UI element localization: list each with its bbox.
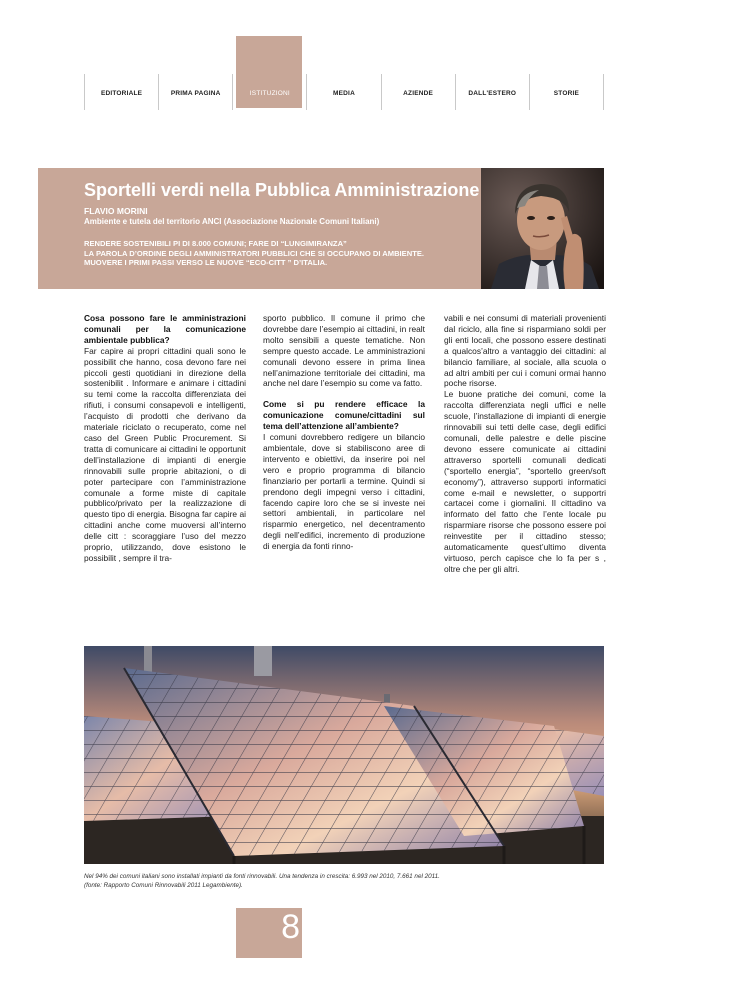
author-portrait <box>481 168 604 289</box>
nav-item-editoriale[interactable]: EDITORIALE <box>84 74 158 110</box>
nav-item-aziende[interactable]: AZIENDE <box>381 74 455 110</box>
column-1-body: Far capire ai propri cittadini quali sono le possibilit che hanno, cosa devono fare nei piccoli gesti quotidiani in direzione della sostenibilit . Informare e animare i cittadini su temi come la raccolta differenziata dei rifiuti, i consumi consapevoli e intelligenti, l’acquisto di prodotti che derivano da materiale riciclato o recuperato, come nel caso del Green Public Procurement. Si tratta di comunicare ai cittadini le opportunit dell’installazione di impianti di energie rinnovabili sulle proprie abitazioni, o di poter partecipare con l’amministrazione comunale a forme miste di capitale pubblico/privato per la realizzazione di questo tipo di energia. Bisogna far capire ai cittadini anche come muoversi all’interno delle citt : scoraggiare l’uso del mezzo proprio, utilizzando, dove esistono le possibilit , sempre il tra- <box>84 345 246 563</box>
solar-panels-image <box>84 646 604 864</box>
solar-panels-photo <box>84 646 604 864</box>
column-2-body-1: sporto pubblico. Il comune il primo che dovrebbe dare l’esempio ai cittadini, in realt molto sensibili a queste tematiche. Non sempre questo accade. Le amministrazioni comunali devono essere in prima linea nell’animazione territoriale dei cittadini, ma anche nel dare l’esempio su come va fatto. <box>263 313 425 389</box>
nav-item-prima-pagina[interactable]: PRIMA PAGINA <box>158 74 232 110</box>
author-name: FLAVIO MORINI <box>84 206 148 216</box>
caption-line: Nel 94% dei comuni italiani sono installati impianti da fonti rinnovabili. Una tendenza in crescita: 6.993 nel 2010, 7.661 nel 2011. <box>84 873 440 880</box>
article-column-2 <box>263 313 425 552</box>
nav-item-dall-estero[interactable]: DALL'ESTERO <box>455 74 529 110</box>
article-header-band <box>38 168 481 289</box>
lead-line: MUOVERE I PRIMI PASSI VERSO LE NUOVE “ECO-CITT ” D’ITALIA. <box>84 258 328 268</box>
nav-item-storie[interactable]: STORIE <box>529 74 604 110</box>
nav-item-istituzioni[interactable]: ISTITUZIONI <box>232 74 306 110</box>
caption-line: (fonte: Rapporto Comuni Rinnovabili 2011 Legambiente). <box>84 881 243 889</box>
nav-item-media[interactable]: MEDIA <box>306 74 380 110</box>
article-title: Sportelli verdi nella Pubblica Amministrazione <box>84 180 480 200</box>
column-1-heading: Cosa possono fare le amministrazioni comunali per la comunicazione ambientale pubblica? <box>84 313 246 345</box>
section-nav <box>84 74 604 110</box>
column-2-body-2: I comuni dovrebbero redigere un bilancio ambientale, dove si stabiliscono aree di intervento e obiettivi, da inserire poi nel vero e proprio programma di bilancio finanziario per portarli a termine. Quindi si prendono degli impegni verso i cittadini, facendo capire loro che se si investe nei settori ambientali, in particolare nel risparmio energetico, nel decentramento degli nell’edifici, incremento di produzione di energia da fonti rinno- <box>263 432 425 552</box>
author-role: Ambiente e tutela del territorio ANCI (Associazione Nazionale Comuni Italiani) <box>84 217 380 226</box>
author-portrait-image <box>481 168 604 289</box>
column-2-heading: Come si pu rendere efficace la comunicazione comune/cittadini sul tema dell’attenzione all’ambiente? <box>263 399 425 432</box>
page-number: 8 <box>281 908 300 946</box>
lead-line: LA PAROLA D’ORDINE DEGLI AMMINISTRATORI PUBBLICI CHE SI OCCUPANO DI AMBIENTE. <box>84 248 425 258</box>
article-column-3 <box>444 313 606 575</box>
page-number-box <box>236 908 302 958</box>
lead-line: RENDERE SOSTENIBILI PI DI 8.000 COMUNI; FARE DI “LUNGIMIRANZA” <box>84 239 347 248</box>
column-3-body-1: vabili e nei consumi di materiali provenienti dal riciclo, alla fine si risparmiano soldi per gli enti locali, che possono essere destinati a qualcos’altro a vantaggio dei cittadini: al bilancio familiare, al sociale, alla scuola o ad altri ambiti per cui i comuni ormai hanno poche risorse. <box>444 313 606 389</box>
column-3-body-2: Le buone pratiche dei comuni, come la raccolta differenziata negli uffici e nelle scuole, l’installazione di impianti di energie rinnovabili sui tetti delle case, degli edifici comunali, delle palestre e delle piscine devono essere comunicate ai cittadini attraverso sportelli comunali dedicati (“sportello energia”, “sportello green/soft economy”), attraverso supporti informatici come e-mail e newsletter, o supportri cartacei come i giornalini. Il cittadino va informato del fatto che l’ente locale pu risparmiare risorse che possono essere poi reinvestite per il cittadino stesso; automaticamente quest’ultimo diventa virtuoso, perch capisce che lo fa per s , oltre che per gli altri. <box>444 389 606 574</box>
article-column-1 <box>84 313 246 564</box>
article-lead <box>84 239 474 268</box>
photo-caption <box>84 873 604 890</box>
